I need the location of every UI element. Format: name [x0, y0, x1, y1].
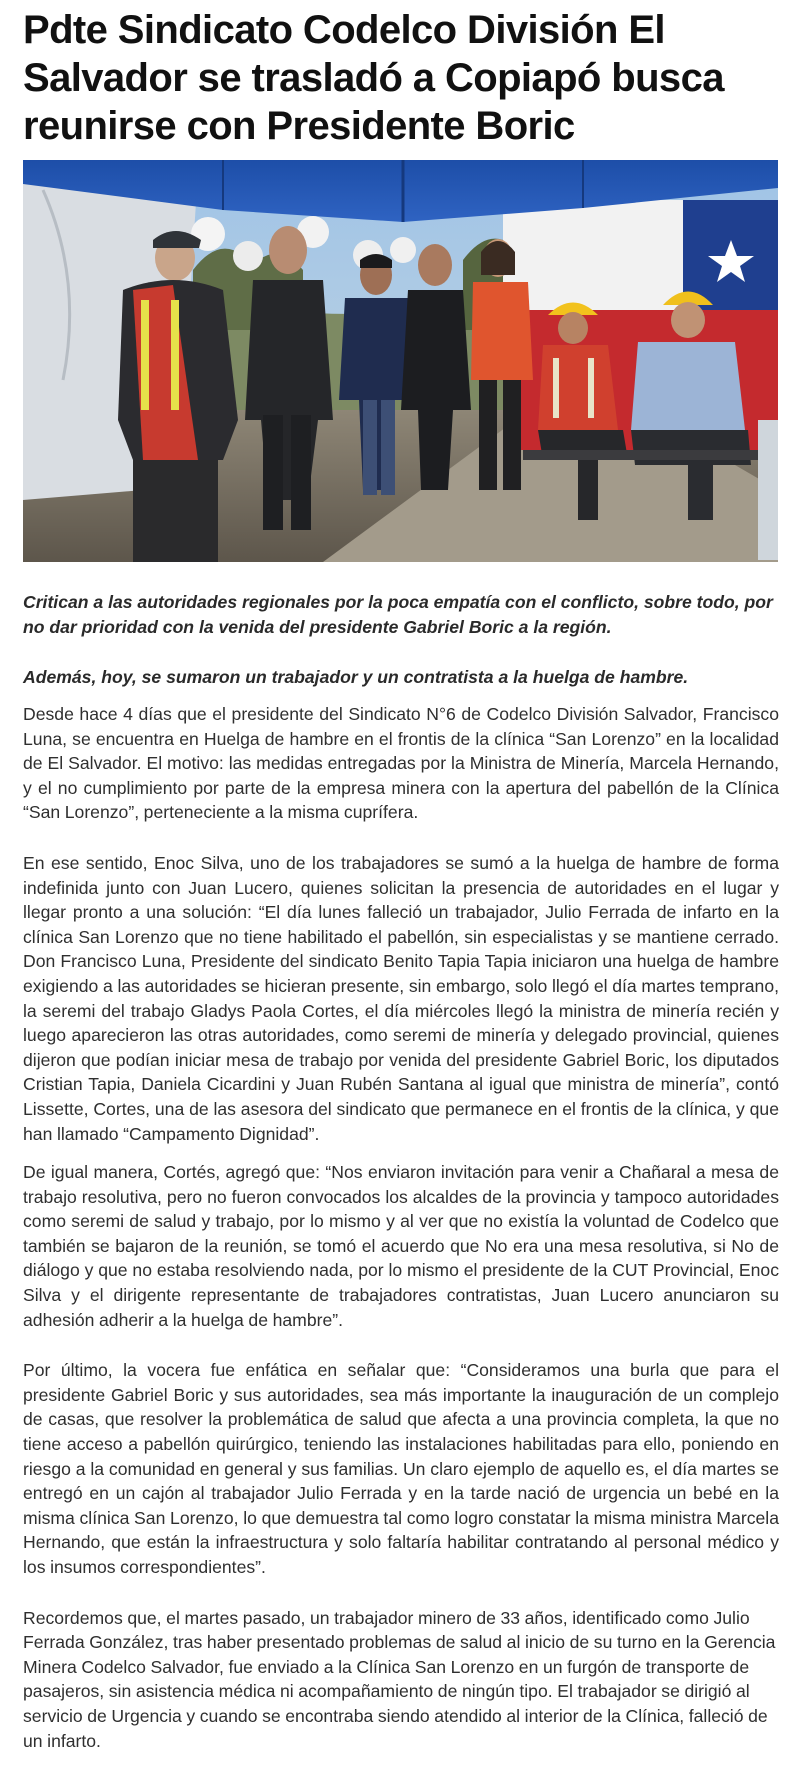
- hunger-strike-camp-illustration: [23, 160, 778, 562]
- lead-summary: Critican a las autoridades regionales por la poca empatía con el conflicto, sobre todo, por no dar prioridad con la venida del presidente Gabriel Boric a la región.: [23, 592, 773, 637]
- body-paragraph: Recordemos que, el martes pasado, un trabajador minero de 33 años, identificado como Julio Ferrada González, tras haber presentado problemas de salud al inicio de su turno en la Gerencia Minera Codelco Salvador, fue enviado a la Clínica San Lorenzo en un furgón de transporte de pasajeros, sin asistencia médica ni acompañamiento de ningún tipo. El trabajador se dirigió al servicio de Urgencia y cuando se encontraba siendo atendido al interior de la Clínica, falleció de un infarto.: [23, 1607, 776, 1751]
- body-paragraph: En ese sentido, Enoc Silva, uno de los trabajadores se sumó a la huelga de hambre de forma indefinida junto con Juan Lucero, quienes solicitan la presencia de autoridades en el lugar y llegar pronto a una solución: “El día lunes falleció un trabajador, Julio Ferrada de infarto en la clínica San Lorenzo que no tiene habilitado el pabellón, sin especialistas y se mantiene cerrado. Don Francisco Luna, Presidente del sindicato Benito Tapia Tapia iniciaron una huelga de hambre exigiendo a las autoridades se hicieran presente, sin embargo, solo llegó el día martes temprano, la seremi del trabajo Gladys Paola Cortes, el día miércoles llegó la ministra de minería recién y luego aparecieron las otras autoridades, como seremi de minería y delegado provincial, quienes dijeron que podían iniciar mesa de trabajo por venida del presidente Gabriel Boric, los diputados Cristian Tapia, Daniela Cicardini y Juan Rubén Santana al igual que ministra de minería”, contó Lissette, Cortes, una de las asesora del sindicato que permanece en el frontis de la clínica, y que han llamado “Campamento Dignidad”.: [23, 852, 779, 1144]
- news-article: [23, 0, 779, 1753]
- body-paragraph: Por último, la vocera fue enfática en señalar que: “Consideramos una burla que para el presidente Gabriel Boric y sus autoridades, sea más importante la inauguración de un complejo de casas, que resolver la problemática de salud que afecta a una provincia completa, la que no tiene acceso a pabellón quirúrgico, teniendo las instalaciones habilitadas para ello, poniendo en riesgo a la comunidad en general y sus familias. Un claro ejemplo de aquello es, el día martes se entregó en un cajón al trabajador Julio Ferrada y en la tarde nació de urgencia un bebé en la misma clínica San Lorenzo, lo que demuestra tal como logro constatar la misma ministra Marcela Hernando, que están la infraestructura y solo faltaría habilitar contratando al personal médico y los insumos correspondientes”.: [23, 1360, 779, 1577]
- body-paragraph: Desde hace 4 días que el presidente del Sindicato N°6 de Codelco División Salvador, Francisco Luna, se encuentra en Huelga de hambre en el frontis de la clínica “San Lorenzo” en la localidad de El Salvador. El motivo: las medidas entregadas por la Ministra de Minería, Marcela Hernando, y el no cumplimiento por parte de la empresa minera con la apertura del pabellón de la Clínica “San Lorenzo”, perteneciente a la misma cuprífera.: [23, 704, 779, 823]
- article-photo: [23, 160, 778, 562]
- body-paragraph: De igual manera, Cortés, agregó que: “Nos enviaron invitación para venir a Chañaral a mesa de trabajo resolutiva, pero no fueron convocados los alcaldes de la provincia y tampoco autoridades como seremi de salud y trabajo, por lo mismo y al ver que no existía la voluntad de Codelco que también se bajaron de la reunión, se tomó el acuerdo que No era una mesa resolutiva, si No de diálogo y que no estaba resolviendo nada, por lo mismo el presidente de la CUT Provincial, Enoc Silva y el dirigente representante de trabajadores contratistas, Juan Lucero anunciaron su adhesión adherir a la huelga de hambre”.: [23, 1162, 779, 1330]
- headline: Pdte Sindicato Codelco División El Salvador se trasladó a Copiapó busca reunirse con Presidente Boric: [23, 8, 724, 148]
- lead-update: Además, hoy, se sumaron un trabajador y un contratista a la huelga de hambre.: [23, 667, 689, 687]
